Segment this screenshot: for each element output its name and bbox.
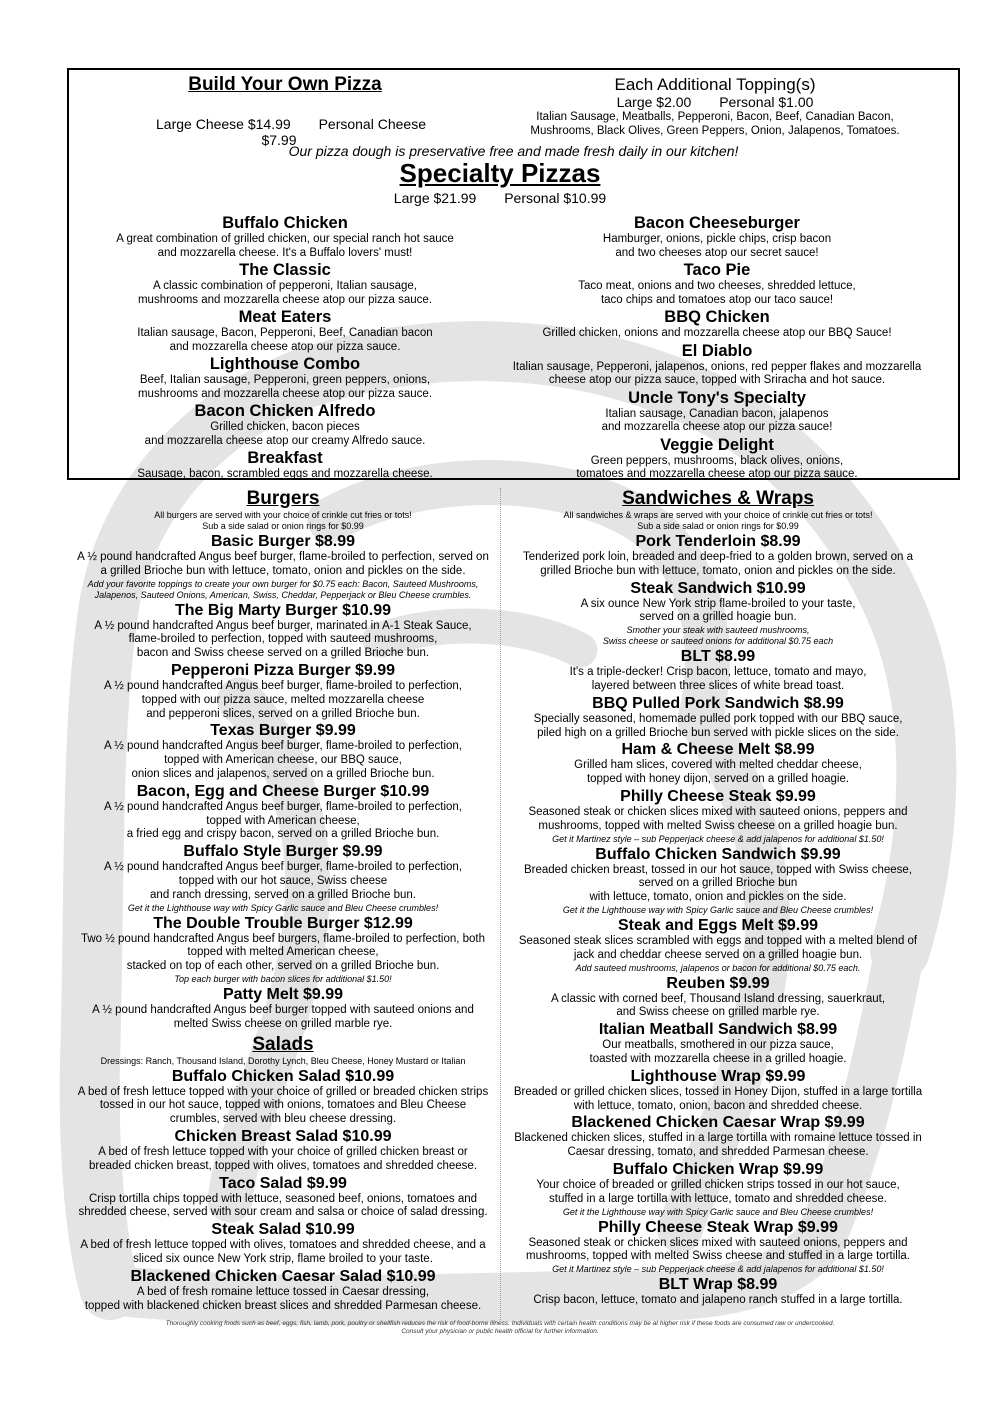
item-name: Blackened Chicken Caesar Wrap $9.99 — [571, 1114, 865, 1132]
item-description: A bed of fresh lettuce topped with your choice of grilled or breaded chicken strips — [77, 1085, 489, 1098]
item-description: Crisp tortilla chips topped with lettuce, seasoned beef, onions, tomatoes and — [88, 1192, 478, 1205]
sandwiches-note: Sub a side salad or onion rings for $0.99 — [637, 521, 799, 531]
item-name: Reuben $9.99 — [666, 974, 770, 992]
disclaimer-line: Thoroughly cooking foods such as beef, eggs, fish, lamb, pork, poultry or shellfish reduces the risk of food-borne illness. Individuals with certain health conditions may be at higher risk if these foods are consumed raw or undercooked. — [165, 1320, 835, 1327]
item-name: Buffalo Chicken Wrap $9.99 — [612, 1160, 824, 1178]
item-name: Lighthouse Wrap $9.99 — [630, 1067, 806, 1085]
item-description: A bed of fresh lettuce topped with olives, tomatoes and shredded cheese, and a — [80, 1239, 486, 1252]
item-description: and Swiss cheese on grilled marble rye. — [616, 1006, 820, 1019]
pizza-description: and two cheeses atop our secret sauce! — [615, 246, 819, 259]
item-description: with lettuce, tomato, onion, bacon and shredded cheese. — [573, 1099, 863, 1112]
item-description: melted Swiss cheese on grilled marble rye. — [173, 1017, 393, 1030]
pizza-description: and mozzarella cheese atop our pizza sauce. — [169, 340, 401, 353]
sandwiches-item — [502, 1020, 934, 1067]
item-description: It's a triple-decker! Crisp bacon, lettuce, tomato and mayo, — [569, 666, 867, 679]
item-name: Steak Salad $10.99 — [211, 1221, 355, 1239]
item-note: Get it the Lighthouse way with Spicy Garlic sauce and Bleu Cheese crumbles! — [127, 902, 439, 913]
pizza-name: Bacon Chicken Alfredo — [194, 402, 376, 420]
item-description: A bed of fresh lettuce topped with your choice of grilled chicken breast or — [98, 1145, 468, 1158]
specialty-pizza-item — [80, 354, 490, 401]
item-description: crumbles, served with bleu cheese dressing. — [169, 1113, 397, 1126]
item-description: A ½ pound handcrafted Angus beef burger, flame-broiled to perfection, — [103, 740, 463, 753]
pizza-name: Bacon Cheeseburger — [634, 214, 800, 232]
burgers-item — [68, 721, 498, 781]
toppings-list — [510, 110, 920, 138]
sandwiches-item — [502, 740, 934, 787]
sandwiches-column — [502, 488, 934, 1308]
pizza-description: Hamburger, onions, pickle chips, crisp bacon — [602, 233, 832, 245]
pizza-name: Uncle Tony's Specialty — [628, 388, 806, 407]
burgers-item — [68, 782, 498, 842]
burgers-item — [68, 601, 498, 661]
item-name: BLT Wrap $8.99 — [658, 1276, 778, 1294]
pizza-description: and mozzarella cheese atop our pizza sauce! — [601, 421, 833, 433]
item-description: topped with our pizza sauce, melted mozzarella cheese — [141, 693, 425, 706]
sandwiches-section — [502, 488, 934, 1308]
specialty-prices — [67, 190, 933, 206]
item-name: Bacon, Egg and Cheese Burger $10.99 — [136, 782, 430, 800]
item-description: Blackened chicken slices, stuffed in a large tortilla with romaine lettuce tossed in — [514, 1132, 922, 1145]
specialty-pizzas-title: Specialty Pizzas — [399, 158, 601, 188]
pizza-description: Green peppers, mushrooms, black olives, onions, — [590, 454, 844, 467]
specialty-pizza-item — [500, 213, 934, 260]
item-name: The Big Marty Burger $10.99 — [174, 601, 392, 619]
item-note: Add your favorite toppings to create your own burger for $0.75 each: Bacon, Sauteed Mushrooms, — [87, 578, 479, 589]
item-description: flame-broiled to perfection, topped with sauteed mushrooms, — [128, 633, 438, 646]
item-description: topped with American cheese, — [206, 814, 360, 827]
salads-section — [68, 1034, 498, 1314]
item-description: A six ounce New York strip flame-broiled to your taste, — [580, 597, 856, 610]
salads-item — [68, 1267, 498, 1314]
burgers-note: Sub a side salad or onion rings for $0.99 — [202, 521, 364, 531]
pizza-description: Sausage, bacon, scrambled eggs and mozzarella cheese. — [137, 468, 433, 480]
item-description: Seasoned steak slices scrambled with eggs and topped with a melted blend of — [518, 934, 918, 947]
sandwiches-wraps-title: Sandwiches & Wraps — [622, 488, 814, 509]
item-description: jack and cheddar cheese served on a grilled hoagie bun. — [573, 948, 863, 961]
salads-item — [68, 1127, 498, 1174]
item-note: Get it the Lighthouse way with Spicy Garlic sauce and Bleu Cheese crumbles! — [562, 904, 874, 915]
item-note: Get it the Lighthouse way with Spicy Garlic sauce and Bleu Cheese crumbles! — [562, 1206, 874, 1217]
item-description: Grilled ham slices, covered with melted cheddar cheese, — [574, 759, 862, 772]
item-name: Buffalo Chicken Salad $10.99 — [171, 1067, 395, 1085]
item-name: Philly Cheese Steak Wrap $9.99 — [598, 1218, 838, 1236]
column-divider — [500, 488, 501, 1320]
item-description: topped with American cheese, our BBQ sauce, — [164, 754, 402, 767]
sandwiches-item — [502, 845, 934, 916]
sandwiches-item — [502, 974, 934, 1021]
specialty-large-price: Large $21.99 — [393, 190, 477, 206]
specialty-pizza-item — [80, 401, 490, 448]
item-description: A ½ pound handcrafted Angus beef burger, flame-broiled to perfection, — [103, 800, 463, 813]
item-description: breaded chicken breast, topped with olives, tomatoes and shredded cheese. — [88, 1159, 478, 1172]
item-description: Your choice of breaded or grilled chicken strips tossed in our hot sauce, — [536, 1178, 900, 1191]
burgers-item — [68, 532, 498, 601]
item-name: Basic Burger $8.99 — [210, 533, 356, 550]
salads-item — [68, 1174, 498, 1221]
toppings-list-line: Mushrooms, Black Olives, Green Peppers, Onion, Jalapenos, Tomatoes. — [530, 125, 900, 137]
item-description: topped with melted American cheese, — [187, 946, 379, 959]
sandwiches-item — [502, 1218, 934, 1276]
pizza-description: Italian sausage, Pepperoni, jalapenos, onions, red pepper flakes and mozzarella — [512, 360, 922, 373]
sandwiches-item — [502, 694, 934, 741]
pizza-name: El Diablo — [681, 341, 753, 360]
item-description: a fried egg and crispy bacon, served on a grilled Brioche bun. — [126, 828, 440, 841]
pizza-description: Grilled chicken, bacon pieces — [210, 421, 360, 433]
burgers-note: All burgers are served with your choice of crinkle cut fries or tots! — [154, 510, 412, 520]
item-name: The Double Trouble Burger $12.99 — [153, 914, 413, 932]
specialty-pizza-item — [500, 435, 934, 482]
item-name: Pepperoni Pizza Burger $9.99 — [170, 661, 396, 679]
pizza-description: A classic combination of pepperoni, Italian sausage, — [152, 280, 418, 292]
item-note: Swiss cheese or sauteed onions for additional $0.75 each — [602, 636, 834, 647]
item-description: A classic with corned beef, Thousand Island dressing, sauerkraut, — [550, 992, 886, 1005]
specialty-right-column — [500, 213, 934, 482]
item-name: Buffalo Chicken Sandwich $9.99 — [595, 845, 841, 863]
pizza-name: Taco Pie — [683, 261, 751, 279]
burgers-item — [68, 661, 498, 721]
item-description: mushrooms, topped with melted Swiss cheese on a grilled hoagie bun. — [538, 819, 898, 832]
specialty-personal-price: Personal $10.99 — [504, 190, 607, 206]
item-name: Philly Cheese Steak $9.99 — [620, 787, 816, 805]
item-name: Chicken Breast Salad $10.99 — [174, 1127, 392, 1145]
item-description: Breaded chicken breast, tossed in our hot sauce, topped with Swiss cheese, — [523, 863, 913, 876]
item-description: a grilled Brioche bun with lettuce, tomato, onion and pickles on the side. — [100, 564, 466, 577]
item-description: Tenderized pork loin, breaded and deep-fried to a golden brown, served on a — [523, 551, 913, 563]
item-name: BLT $8.99 — [680, 648, 756, 666]
specialty-pizza-item — [500, 341, 934, 388]
item-description: served on a grilled Brioche bun — [638, 877, 798, 890]
item-description: Seasoned steak or chicken slices mixed with sauteed onions, peppers and — [528, 1236, 908, 1249]
item-description: and pepperoni slices, served on a grilled Brioche bun. — [146, 707, 420, 720]
pizza-description: taco chips and tomatoes atop our taco sauce! — [600, 293, 834, 306]
item-description: Specially seasoned, homemade pulled pork topped with our BBQ sauce, — [533, 712, 903, 725]
item-description: stacked on top of each other, served on a grilled Brioche bun. — [126, 960, 440, 973]
sandwiches-item — [502, 916, 934, 974]
item-name: Ham & Cheese Melt $8.99 — [621, 741, 815, 759]
item-note: Smother your steak with sauteed mushrooms, — [626, 625, 810, 636]
item-description: layered between three slices of white bread toast. — [591, 679, 845, 692]
salads-item — [68, 1220, 498, 1267]
pizza-description: Taco meat, onions and two cheeses, shredded lettuce, — [578, 280, 856, 292]
topping-large-price: Large $2.00 — [616, 94, 692, 110]
dough-note: Our pizza dough is preservative free and made fresh daily in our kitchen! — [288, 143, 739, 159]
large-cheese-price: Large Cheese $14.99 — [156, 116, 291, 132]
sandwiches-item — [502, 647, 934, 694]
pizza-name: Lighthouse Combo — [209, 355, 361, 373]
burgers-item — [68, 985, 498, 1032]
toppings-list-line: Italian Sausage, Meatballs, Pepperoni, Bacon, Beef, Canadian Bacon, — [536, 111, 894, 123]
item-description: shredded cheese, served with sour cream and salsa or choice of salad dressing. — [78, 1206, 488, 1219]
item-name: Blackened Chicken Caesar Salad $10.99 — [130, 1267, 436, 1285]
item-description: A ½ pound handcrafted Angus beef burger, flame-broiled to perfection, — [103, 679, 463, 692]
item-description: served on a grilled hoagie bun. — [639, 611, 797, 624]
sandwiches-item — [502, 579, 934, 648]
specialty-pizza-item — [500, 388, 934, 435]
item-description: A ½ pound handcrafted Angus beef burger, flame-broiled to perfection, — [103, 861, 463, 874]
item-description: Crisp bacon, lettuce, tomato and jalapeno ranch stuffed in a large tortilla. — [533, 1294, 903, 1307]
item-name: Italian Meatball Sandwich $8.99 — [598, 1021, 838, 1039]
item-description: Seasoned steak or chicken slices mixed with sauteed onions, peppers and — [528, 805, 908, 818]
item-description: mushrooms, topped with melted Swiss cheese and stuffed in a large tortilla. — [526, 1250, 910, 1263]
salads-item — [68, 1067, 498, 1127]
pizza-name: Meat Eaters — [238, 308, 332, 326]
topping-personal-price: Personal $1.00 — [719, 94, 814, 110]
item-name: Pork Tenderloin $8.99 — [635, 533, 801, 550]
pizza-description: mushrooms and mozzarella cheese atop our pizza sauce. — [137, 293, 433, 306]
specialty-pizza-item — [80, 448, 490, 482]
personal-cheese-price: Personal Cheese $7.99 — [261, 116, 426, 148]
pizza-description: and mozzarella cheese. It's a Buffalo lovers' must! — [157, 246, 413, 259]
sandwiches-item — [502, 1160, 934, 1218]
sandwiches-item — [502, 1067, 934, 1114]
item-description: sliced six ounce New York strip, flame broiled to your taste. — [133, 1252, 433, 1265]
item-description: stuffed in a large tortilla with lettuce, tomato and shredded cheese. — [549, 1192, 887, 1205]
item-description: and ranch dressing, served on a grilled Brioche bun. — [150, 888, 416, 901]
pizza-name: The Classic — [239, 261, 331, 279]
item-note: Top each burger with bacon slices for additional $1.50! — [174, 973, 392, 984]
item-name: Steak Sandwich $10.99 — [630, 579, 806, 597]
pizza-description: Grilled chicken, onions and mozzarella cheese atop our BBQ Sauce! — [542, 327, 892, 339]
item-description: piled high on a grilled Brioche bun served with pickle slices on the side. — [537, 726, 899, 739]
item-description: topped with honey dijon, served on a grilled hoagie. — [586, 773, 850, 786]
item-description: toasted with mozzarella cheese in a grilled hoagie. — [589, 1052, 847, 1065]
specialty-pizza-item — [500, 307, 934, 341]
pizza-description: Italian sausage, Bacon, Pepperoni, Beef, Canadian bacon — [137, 327, 433, 339]
item-name: Texas Burger $9.99 — [210, 722, 356, 740]
pizza-description: A great combination of grilled chicken, our special ranch hot sauce — [116, 233, 454, 245]
item-description: Our meatballs, smothered in our pizza sauce, — [602, 1039, 834, 1052]
sandwiches-item — [502, 532, 934, 579]
item-description: onion slices and jalapenos, served on a grilled Brioche bun. — [131, 767, 435, 780]
item-description: topped with our hot sauce, Swiss cheese — [178, 874, 388, 887]
specialty-pizza-item — [80, 213, 490, 260]
item-name: BBQ Pulled Pork Sandwich $8.99 — [592, 694, 844, 712]
burgers-salads-column — [68, 488, 498, 1313]
sandwiches-item — [502, 1113, 934, 1160]
item-description: topped with blackened chicken breast slices and shredded Parmesan cheese. — [84, 1299, 482, 1312]
item-description: A ½ pound handcrafted Angus beef burger topped with sauteed onions and — [92, 1003, 474, 1016]
pizza-name: BBQ Chicken — [664, 308, 770, 326]
item-description: A ½ pound handcrafted Angus beef burger, flame-broiled to perfection, served on — [77, 551, 489, 563]
food-safety-disclaimer — [60, 1320, 940, 1336]
salads-note: Dressings: Ranch, Thousand Island, Dorothy Lynch, Bleu Cheese, Honey Mustard or Italian — [100, 1055, 466, 1066]
item-note: Add sauteed mushrooms, jalapenos or bacon for additional $0.75 each. — [575, 962, 861, 973]
pizza-description: cheese atop our pizza sauce, topped with Sriracha and hot sauce. — [548, 374, 886, 386]
item-description: grilled Brioche bun with lettuce, tomato, onion and pickles on the side. — [540, 564, 896, 577]
burgers-item — [68, 842, 498, 913]
pizza-name: Breakfast — [247, 449, 323, 467]
salads-title: Salads — [252, 1033, 314, 1055]
item-name: Buffalo Style Burger $9.99 — [183, 843, 383, 861]
sandwiches-note: All sandwiches & wraps are served with your choice of crinkle cut fries or tots! — [563, 510, 873, 520]
pizza-description: mushrooms and mozzarella cheese atop our pizza sauce. — [137, 387, 433, 400]
item-name: Taco Salad $9.99 — [219, 1174, 347, 1192]
sandwiches-item — [502, 1275, 934, 1308]
toppings-title: Each Additional Topping(s) — [614, 75, 816, 94]
pizza-description: and mozzarella cheese atop our creamy Alfredo sauce. — [144, 434, 426, 447]
burgers-title: Burgers — [246, 488, 320, 509]
disclaimer-line: Consult your physician or public health official for further information. — [401, 1328, 599, 1335]
pizza-description: Italian sausage, Canadian bacon, jalapenos — [605, 407, 829, 420]
pizza-name: Buffalo Chicken — [222, 214, 348, 232]
toppings-prices — [510, 94, 920, 110]
build-your-own-title: Build Your Own Pizza — [188, 74, 382, 95]
item-note: Jalapenos, Sauteed Onions, American, Swiss, Cheddar, Pepperjack or Bleu Cheese crumbles. — [94, 589, 472, 600]
specialty-left-column — [80, 213, 490, 482]
item-name: Patty Melt $9.99 — [222, 985, 344, 1003]
pizza-name: Veggie Delight — [660, 435, 774, 454]
specialty-pizza-item — [500, 260, 934, 307]
item-note: Get it Martinez style – sub Pepperjack cheese & add jalapenos for additional $1.50! — [552, 1264, 884, 1275]
item-description: bacon and Swiss cheese served on a grilled Brioche bun. — [136, 647, 430, 660]
item-name: Steak and Eggs Melt $9.99 — [617, 916, 819, 934]
item-description: Breaded or grilled chicken slices, tossed in Honey Dijon, stuffed in a large tortilla — [513, 1085, 923, 1098]
pizza-description: tomatoes and mozzarella cheese atop our pizza sauce. — [576, 468, 858, 480]
item-description: tossed in our hot sauce, topped with onions, tomatoes and Bleu Cheese — [99, 1099, 467, 1112]
sandwiches-item — [502, 787, 934, 845]
pizza-description: Beef, Italian sausage, Pepperoni, green peppers, onions, — [139, 374, 431, 386]
specialty-pizza-item — [80, 307, 490, 354]
specialty-pizza-item — [80, 260, 490, 307]
item-description: A bed of fresh romaine lettuce tossed in Caesar dressing, — [136, 1285, 430, 1298]
item-description: Caesar dressing, tomato, and shredded Parmesan cheese. — [567, 1146, 869, 1159]
burgers-section — [68, 488, 498, 1032]
item-description: A ½ pound handcrafted Angus beef burger, marinated in A-1 Steak Sauce, — [94, 619, 472, 632]
item-note: Get it Martinez style – sub Pepperjack cheese & add jalapenos for additional $1.50! — [552, 833, 884, 844]
item-description: Two ½ pound handcrafted Angus beef burgers, flame-broiled to perfection, both — [80, 932, 486, 945]
burgers-item — [68, 914, 498, 985]
item-description: with lettuce, tomato, onion and pickles on the side. — [589, 891, 847, 904]
